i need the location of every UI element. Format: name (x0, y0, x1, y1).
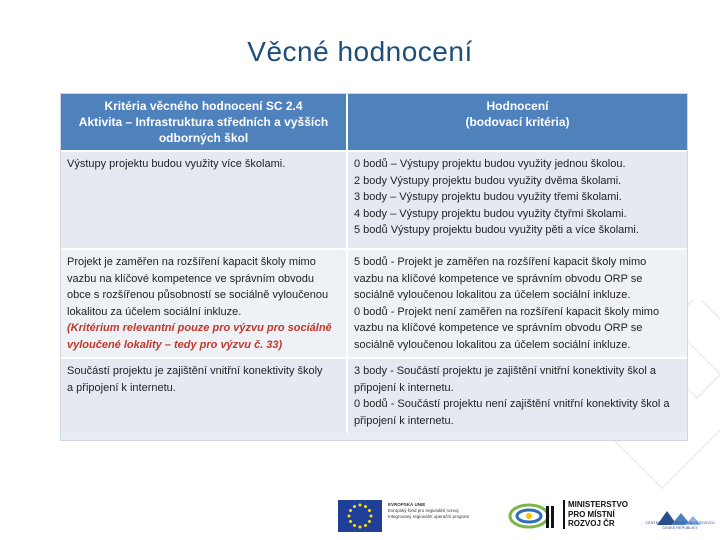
table-row (61, 358, 687, 433)
scoring-cell: 0 bodů – Výstupy projektu budou využity jednou školou. 2 body Výstupy projektu budou využity dvěma školami. 3 body – Výstupy projektu budou využity třemi školami. 4 body – Výstupy projektu budou využity čtyřmi školami. 5 bodů Výstupy projektu budou využity pěti a více školami. (347, 151, 687, 249)
table-row (61, 151, 687, 249)
irop-logo-icon (508, 503, 550, 529)
criteria-table (60, 93, 688, 441)
criterion-cell: Výstupy projektu budou využity více školami. (61, 151, 347, 249)
crr-logo-text: CENTRUM PRO REGIONÁLNÍ ROZVOJ ČESKÉ REPUBLIKY (645, 521, 715, 530)
eu-stars-icon (345, 501, 375, 531)
scoring-cell: 3 body - Součástí projektu je zajištění vnitřní konektivity škol a připojení k internetu. 0 bodů - Součástí projektu není zajištění vnitřní konektivity škol a připojení k internetu. (347, 358, 687, 433)
eu-program-text: EVROPSKÁ UNIE Evropský fond pro regionální rozvoj Integrovaný regionální operační program (388, 502, 470, 519)
ministry-emblem-icon (545, 502, 559, 532)
criterion-note: vyloučené lokality – tedy pro výzvu č. 33) (67, 338, 283, 351)
eu-flag-icon (338, 500, 382, 532)
header-criteria: Kritéria věcného hodnocení SC 2.4 Aktivita – Infrastruktura středních a vyšších odborných škol (61, 94, 347, 151)
scoring-cell: 5 bodů - Projekt je zaměřen na rozšíření kapacit školy mimo vazbu na klíčové kompetence ve správním obvodu ORP se sociálně vyloučenou lokalitou za účelem sociální inkluze. 0 bodů - Projekt není zaměřen na rozšíření kapacit školy mimo vazbu na klíčové kompetence ve správním obvodu ORP se sociálně vyloučenou lokalitou za účelem sociální inkluze. (347, 249, 687, 358)
ministry-logo: MINISTERSTVO PRO MÍSTNÍ ROZVOJ ČR (563, 500, 628, 529)
criterion-cell: Součástí projektu je zajištění vnitřní konektivity školy a připojení k internetu. (61, 358, 347, 433)
page-title: Věcné hodnocení (247, 36, 473, 67)
criterion-cell: Projekt je zaměřen na rozšíření kapacit školy mimo vazbu na klíčové kompetence ve správním obvodu obce s rozšířenou působností se sociálně vyloučenou lokalitou za účelem sociální inkluze. (Kritérium relevantní pouze pro výzvu pro sociálně vyloučené lokality – tedy pro výzvu č. 33) (61, 249, 347, 358)
criterion-note: (Kritérium relevantní pouze pro výzvu pro sociálně (67, 322, 332, 334)
header-scoring: Hodnocení (bodovací kritéria) (347, 94, 687, 151)
table-row (61, 249, 687, 358)
table-header-row (61, 94, 687, 151)
crr-logo-icon (643, 498, 713, 538)
